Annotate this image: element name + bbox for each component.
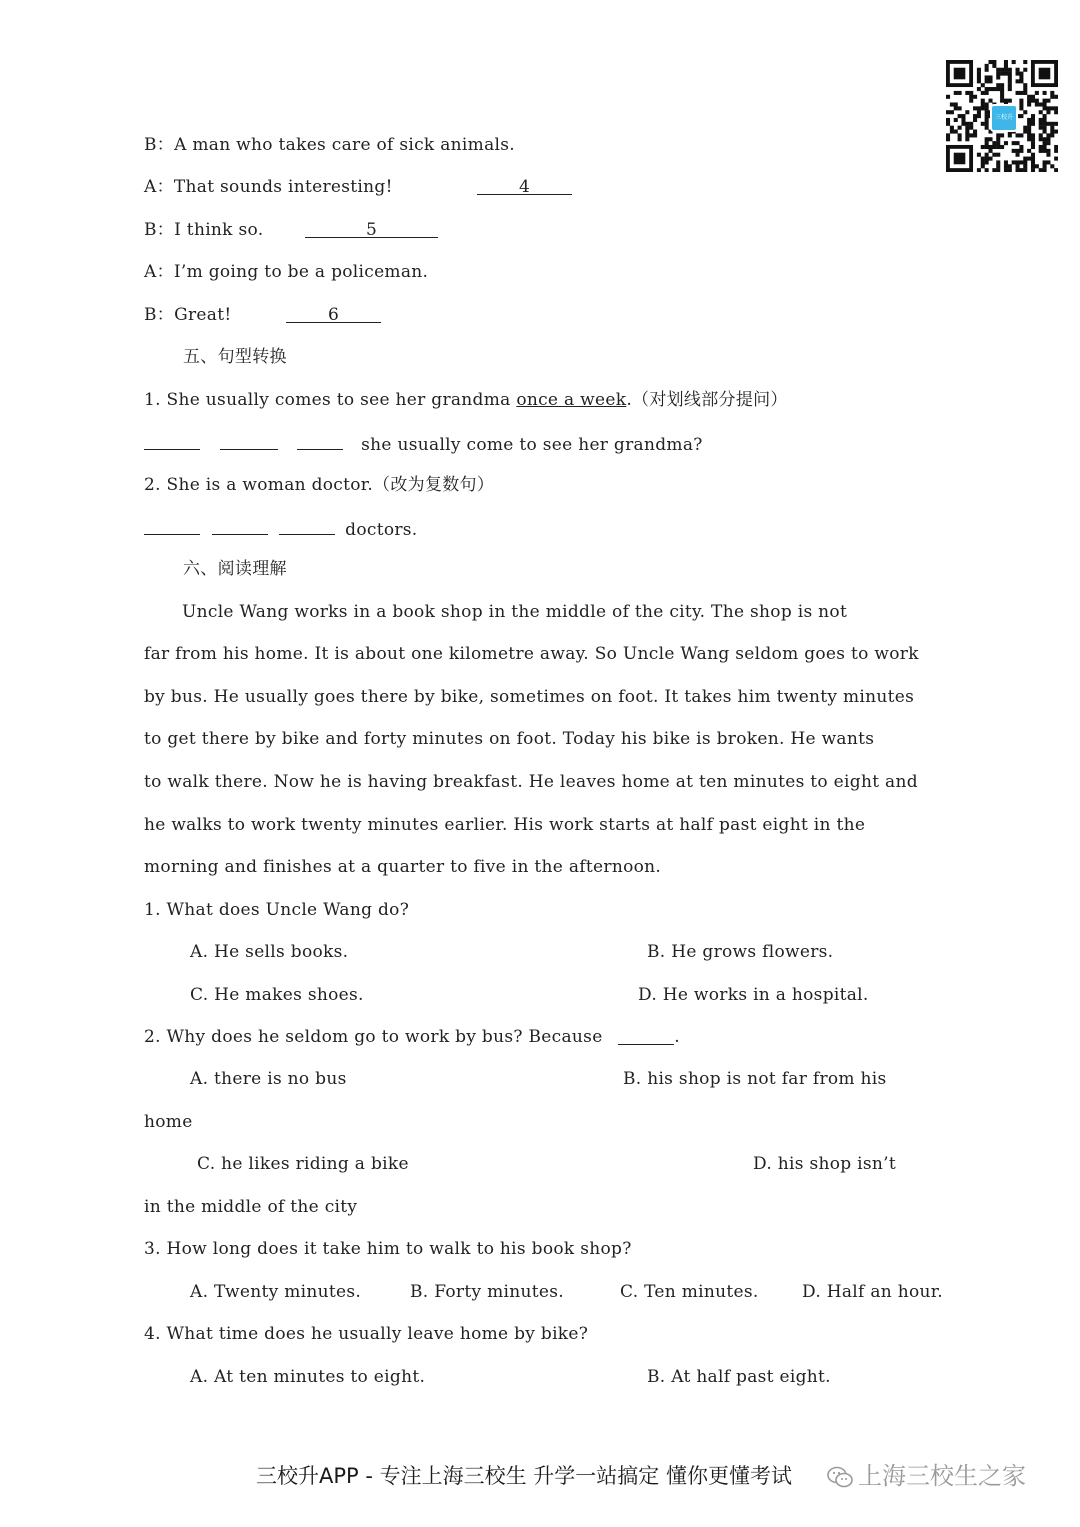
answer-blank bbox=[144, 516, 200, 535]
passage-line: to walk there. Now he is having breakfast. He leaves home at ten minutes to eight and bbox=[144, 772, 918, 792]
answer-blank: 5 bbox=[305, 219, 438, 238]
option-continuation: in the middle of the city bbox=[144, 1197, 358, 1217]
dialogue-line bbox=[144, 219, 378, 241]
option: D. Half an hour. bbox=[802, 1282, 944, 1302]
answer-text: she usually come to see her grandma? bbox=[361, 435, 703, 455]
answer-blank bbox=[220, 431, 278, 450]
option: B. At half past eight. bbox=[647, 1367, 831, 1387]
question-stem: 4. What time does he usually leave home by bike? bbox=[144, 1324, 589, 1344]
question-text: 2. Why does he seldom go to work by bus? Because bbox=[144, 1027, 603, 1047]
passage-line: Uncle Wang works in a book shop in the middle of the city. The shop is not bbox=[182, 602, 848, 622]
underlined-phrase: once a week bbox=[516, 390, 627, 410]
option: A. At ten minutes to eight. bbox=[190, 1367, 426, 1387]
option: A. there is no bus bbox=[190, 1069, 347, 1089]
question-text: She usually comes to see her grandma bbox=[166, 390, 511, 410]
qr-code bbox=[946, 60, 1058, 172]
dialogue-line bbox=[144, 304, 340, 326]
answer-blank bbox=[212, 516, 268, 535]
section-heading: 六、阅读理解 bbox=[183, 559, 287, 579]
dialogue-text: B：Great! bbox=[144, 305, 232, 325]
option: B. his shop is not far from his bbox=[623, 1069, 887, 1089]
dialogue-line bbox=[144, 261, 428, 283]
passage-line: far from his home. It is about one kilometre away. So Uncle Wang seldom goes to work bbox=[144, 644, 919, 664]
section-heading: 五、句型转换 bbox=[183, 347, 287, 367]
wechat-icon bbox=[826, 1465, 854, 1489]
dialogue-text: A：I’m going to be a policeman. bbox=[144, 262, 429, 282]
dialogue-text: B：A man who takes care of sick animals. bbox=[144, 135, 515, 155]
question-instruction: .（对划线部分提问） bbox=[626, 390, 788, 410]
dialogue-line bbox=[144, 176, 531, 198]
question-number: 1. bbox=[144, 390, 161, 410]
answer-line bbox=[144, 516, 418, 541]
passage-line: to get there by bike and forty minutes on foot. Today his bike is broken. He wants bbox=[144, 729, 875, 749]
answer-blank: 4 bbox=[477, 176, 572, 195]
qr-logo-label: 三校升 bbox=[994, 114, 1013, 121]
answer-blank bbox=[618, 1026, 674, 1045]
dialogue-text: A：That sounds interesting! bbox=[144, 177, 393, 197]
answer-blank bbox=[297, 431, 343, 450]
option: D. He works in a hospital. bbox=[638, 985, 869, 1005]
dialogue-text: B：I think so. bbox=[144, 220, 264, 240]
option: A. He sells books. bbox=[190, 942, 349, 962]
dialogue-line bbox=[144, 134, 515, 156]
question-stem: 3. How long does it take him to walk to his book shop? bbox=[144, 1239, 632, 1259]
question: 2. She is a woman doctor.（改为复数句） bbox=[144, 475, 495, 495]
qr-logo bbox=[990, 104, 1018, 132]
question-stem bbox=[144, 1026, 680, 1048]
passage-line: by bus. He usually goes there by bike, sometimes on foot. It takes him twenty minutes bbox=[144, 687, 915, 707]
footer-slogan: 三校升APP - 专注上海三校生 升学一站搞定 懂你更懂考试 bbox=[256, 1464, 792, 1488]
question-stem: 1. What does Uncle Wang do? bbox=[144, 900, 410, 920]
answer-text: doctors. bbox=[345, 520, 418, 540]
answer-blank bbox=[279, 516, 335, 535]
answer-blank bbox=[144, 431, 200, 450]
question bbox=[144, 389, 788, 411]
option-continuation: home bbox=[144, 1112, 193, 1132]
punctuation: . bbox=[674, 1027, 680, 1047]
option: C. he likes riding a bike bbox=[197, 1154, 409, 1174]
option: B. Forty minutes. bbox=[410, 1282, 564, 1302]
option: A. Twenty minutes. bbox=[190, 1282, 362, 1302]
answer-blank: 6 bbox=[286, 304, 381, 323]
option: D. his shop isn’t bbox=[753, 1154, 896, 1174]
watermark-text: 上海三校生之家 bbox=[858, 1462, 1026, 1490]
passage-line: morning and finishes at a quarter to five in the afternoon. bbox=[144, 857, 662, 877]
option: C. He makes shoes. bbox=[190, 985, 364, 1005]
option: B. He grows flowers. bbox=[647, 942, 834, 962]
passage-line: he walks to work twenty minutes earlier. His work starts at half past eight in the bbox=[144, 815, 866, 835]
answer-line bbox=[144, 431, 703, 456]
option: C. Ten minutes. bbox=[620, 1282, 759, 1302]
watermark bbox=[826, 1460, 1026, 1492]
